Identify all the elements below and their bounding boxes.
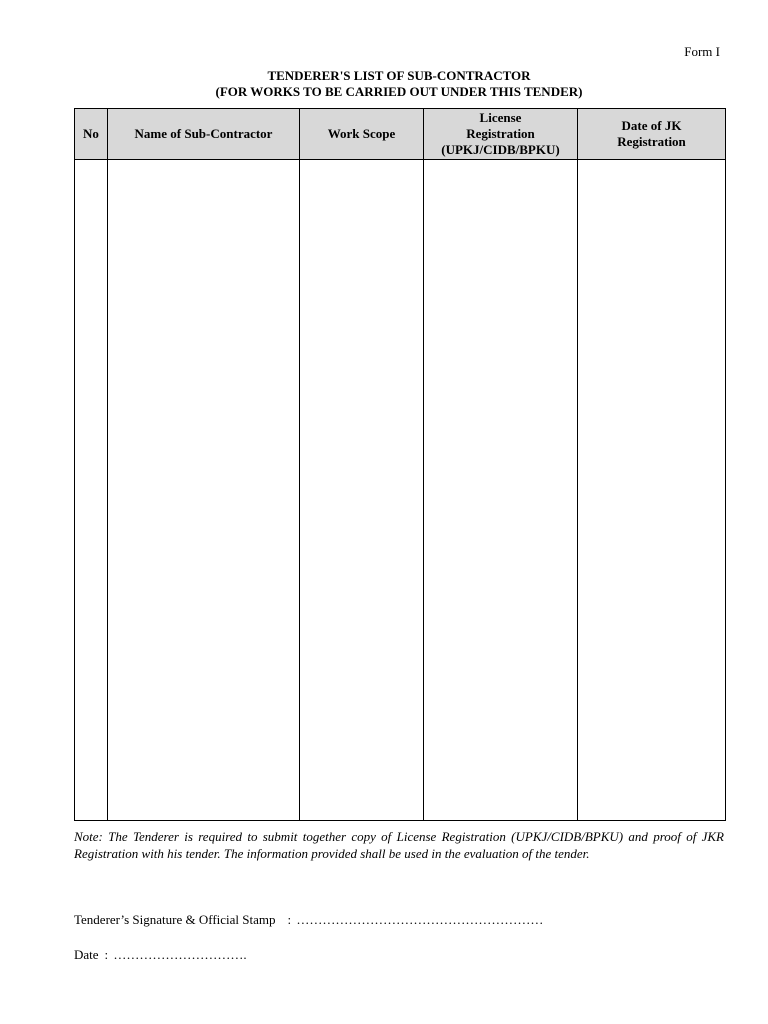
cell-work-scope[interactable] [300, 160, 424, 821]
header-jk-line-2: Registration [617, 134, 686, 149]
signature-line [74, 912, 543, 928]
title-line-2: (FOR WORKS TO BE CARRIED OUT UNDER THIS TENDER) [215, 84, 583, 99]
cell-date-of-jk-registration[interactable] [578, 160, 726, 821]
signature-separator: : [287, 912, 292, 927]
header-license-line-3: (UPKJ/CIDB/BPKU) [441, 142, 560, 157]
cell-license-registration[interactable] [424, 160, 578, 821]
title-line-1: TENDERER'S LIST OF SUB-CONTRACTOR [267, 68, 531, 83]
table-row [75, 160, 726, 821]
cell-name-of-sub-contractor[interactable] [108, 160, 300, 821]
table-header-row [75, 109, 726, 160]
header-name-of-sub-contractor: Name of Sub-Contractor [108, 109, 300, 160]
note-text: Note: The Tenderer is required to submit together copy of License Registration (UPKJ/CIDB/BPKU) and proof of JKR Registration with his tender. The information provided shall be used in the evaluation of the tender. [74, 829, 724, 861]
date-field[interactable]: …………………………. [113, 947, 247, 962]
sub-contractor-table [74, 108, 726, 821]
header-date-of-jk-registration [578, 109, 726, 160]
date-label: Date [74, 947, 99, 962]
header-jk-line-1: Date of JK [621, 118, 682, 133]
header-no: No [75, 109, 108, 160]
header-license-line-1: License [479, 110, 522, 125]
header-license-registration [424, 109, 578, 160]
signature-label: Tenderer’s Signature & Official Stamp [74, 912, 276, 927]
document-title [74, 68, 724, 100]
signature-field[interactable]: ………………………………………………… [296, 912, 544, 927]
form-number: Form I [684, 44, 720, 59]
header-license-line-2: Registration [466, 126, 535, 141]
date-line [74, 947, 247, 963]
cell-no[interactable] [75, 160, 108, 821]
date-separator: : [104, 947, 109, 962]
header-work-scope: Work Scope [300, 109, 424, 160]
